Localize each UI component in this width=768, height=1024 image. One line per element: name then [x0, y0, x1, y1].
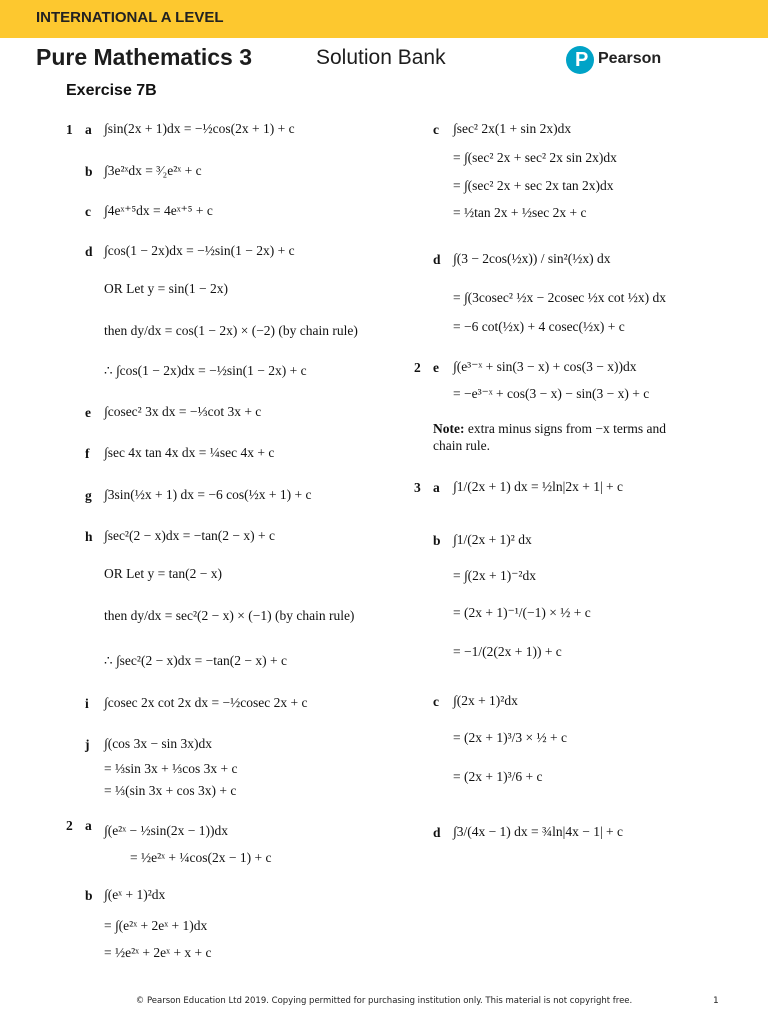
answer-line: ∫(2x + 1)²dx [453, 693, 518, 708]
answer-line: ∫(e²ˣ − ½sin(2x − 1))dx [104, 823, 228, 838]
answer-line: ∫(3 − 2cos(½x)) / sin²(½x) dx [453, 251, 611, 266]
question-number-2-right: 2 [414, 360, 421, 375]
answer-line: ∫(e³⁻ˣ + sin(3 − x) + cos(3 − x))dx [453, 359, 637, 374]
pearson-logo-icon [566, 46, 594, 74]
part-label-3a: a [433, 480, 440, 495]
answer-line: = ∫(sec² 2x + sec 2x tan 2x)dx [453, 178, 614, 193]
part-label-2c: c [433, 122, 439, 137]
answer-line: ∫1/(2x + 1) dx = ½ln|2x + 1| + c [453, 479, 624, 494]
part-label-2a: a [85, 818, 92, 833]
answer-line: then dy/dx = sec²(2 − x) × (−1) (by chain rule) [104, 608, 355, 623]
answer-line: = (2x + 1)³/6 + c [453, 769, 543, 784]
answer-line: ∴ ∫sec²(2 − x)dx = −tan(2 − x) + c [104, 653, 287, 668]
answer-line: ∫sec²(2 − x)dx = −tan(2 − x) + c [104, 528, 276, 543]
part-label-1b: b [85, 164, 93, 179]
answer-line: = ∫(3cosec² ½x − 2cosec ½x cot ½x) dx [453, 290, 667, 305]
answer-line: ∫sec 4x tan 4x dx = ¼sec 4x + c [104, 445, 275, 460]
part-label-1c: c [85, 204, 91, 219]
part-label-1g: g [85, 488, 92, 503]
answer-line: ∫1/(2x + 1)² dx [453, 532, 532, 547]
answer-line: = (2x + 1)³/3 × ½ + c [453, 730, 567, 745]
answer-line: ∫(cos 3x − sin 3x)dx [104, 736, 213, 751]
answer-line: ∫sin(2x + 1)dx = −½cos(2x + 1) + c [104, 121, 295, 136]
answer-line: = −6 cot(½x) + 4 cosec(½x) + c [453, 319, 625, 334]
part-label-1j: j [85, 737, 90, 752]
part-label-1d: d [85, 244, 93, 259]
answer-line: = −1/(2(2x + 1)) + c [453, 644, 562, 659]
answer-line: ∫cosec² 3x dx = −⅓cot 3x + c [104, 404, 262, 419]
copyright-footer: © Pearson Education Ltd 2019. Copying permitted for purchasing institution only. This material is not copyright free. [135, 996, 633, 1006]
part-label-1e: e [85, 405, 91, 420]
answer-line: ∫3/(4x − 1) dx = ¾ln|4x − 1| + c [453, 824, 624, 839]
part-label-3c: c [433, 694, 439, 709]
answer-line: OR Let y = tan(2 − x) [104, 566, 222, 581]
answer-line: ∫cosec 2x cot 2x dx = −½cosec 2x + c [104, 695, 308, 710]
part-label-1a: a [85, 122, 92, 137]
part-label-2d: d [433, 252, 441, 267]
logo-glyph: P [575, 49, 589, 71]
answer-line: = ½e²ˣ + ¼cos(2x − 1) + c [130, 850, 272, 865]
answer-line: ∫(eˣ + 1)²dx [104, 887, 166, 902]
part-label-1f: f [85, 446, 90, 461]
note-body: extra minus signs from −x terms and [464, 421, 666, 436]
answer-line: OR Let y = sin(1 − 2x) [104, 281, 228, 296]
answer-line: ∫cos(1 − 2x)dx = −½sin(1 − 2x) + c [104, 243, 295, 258]
answer-line: ∫3sin(½x + 1) dx = −6 cos(½x + 1) + c [104, 487, 312, 502]
answer-line: ∫4eˣ⁺⁵dx = 4eˣ⁺⁵ + c [104, 203, 213, 218]
answer-line: = ½tan 2x + ½sec 2x + c [453, 205, 587, 220]
part-label-2e: e [433, 360, 439, 375]
pearson-wordmark: Pearson [598, 50, 662, 67]
part-label-3b: b [433, 533, 441, 548]
note-text [433, 422, 666, 436]
answer-line: = ½e²ˣ + 2eˣ + x + c [104, 945, 212, 960]
exercise-heading: Exercise 7B [66, 82, 157, 99]
note-label: Note: [433, 421, 465, 436]
answer-line: ∫3e²ˣdx = ³⁄₂e²ˣ + c [104, 163, 202, 178]
question-number-2: 2 [66, 818, 73, 833]
answer-line: = ∫(e²ˣ + 2eˣ + 1)dx [104, 918, 208, 933]
part-label-1h: h [85, 529, 93, 544]
part-label-2b: b [85, 888, 93, 903]
answer-line: ∫sec² 2x(1 + sin 2x)dx [453, 121, 572, 136]
document-subtitle: Solution Bank [316, 46, 446, 69]
answer-line: = ∫(2x + 1)⁻²dx [453, 568, 536, 583]
part-label-1i: i [85, 696, 89, 711]
answer-line: ∴ ∫cos(1 − 2x)dx = −½sin(1 − 2x) + c [104, 363, 307, 378]
note-text-line2: chain rule. [433, 438, 490, 453]
answer-line: = −e³⁻ˣ + cos(3 − x) − sin(3 − x) + c [453, 386, 650, 401]
band-title: INTERNATIONAL A LEVEL [36, 9, 224, 26]
page-number: 1 [713, 996, 719, 1006]
question-number-1: 1 [66, 122, 73, 137]
answer-line: = (2x + 1)⁻¹/(−1) × ½ + c [453, 605, 591, 620]
answer-line: then dy/dx = cos(1 − 2x) × (−2) (by chain rule) [104, 323, 358, 338]
part-label-3d: d [433, 825, 441, 840]
document-title: Pure Mathematics 3 [36, 44, 253, 70]
answer-line: = ⅓(sin 3x + cos 3x) + c [104, 783, 237, 798]
answer-line: = ⅓sin 3x + ⅓cos 3x + c [104, 761, 238, 776]
question-number-3: 3 [414, 480, 421, 495]
answer-line: = ∫(sec² 2x + sec² 2x sin 2x)dx [453, 150, 617, 165]
